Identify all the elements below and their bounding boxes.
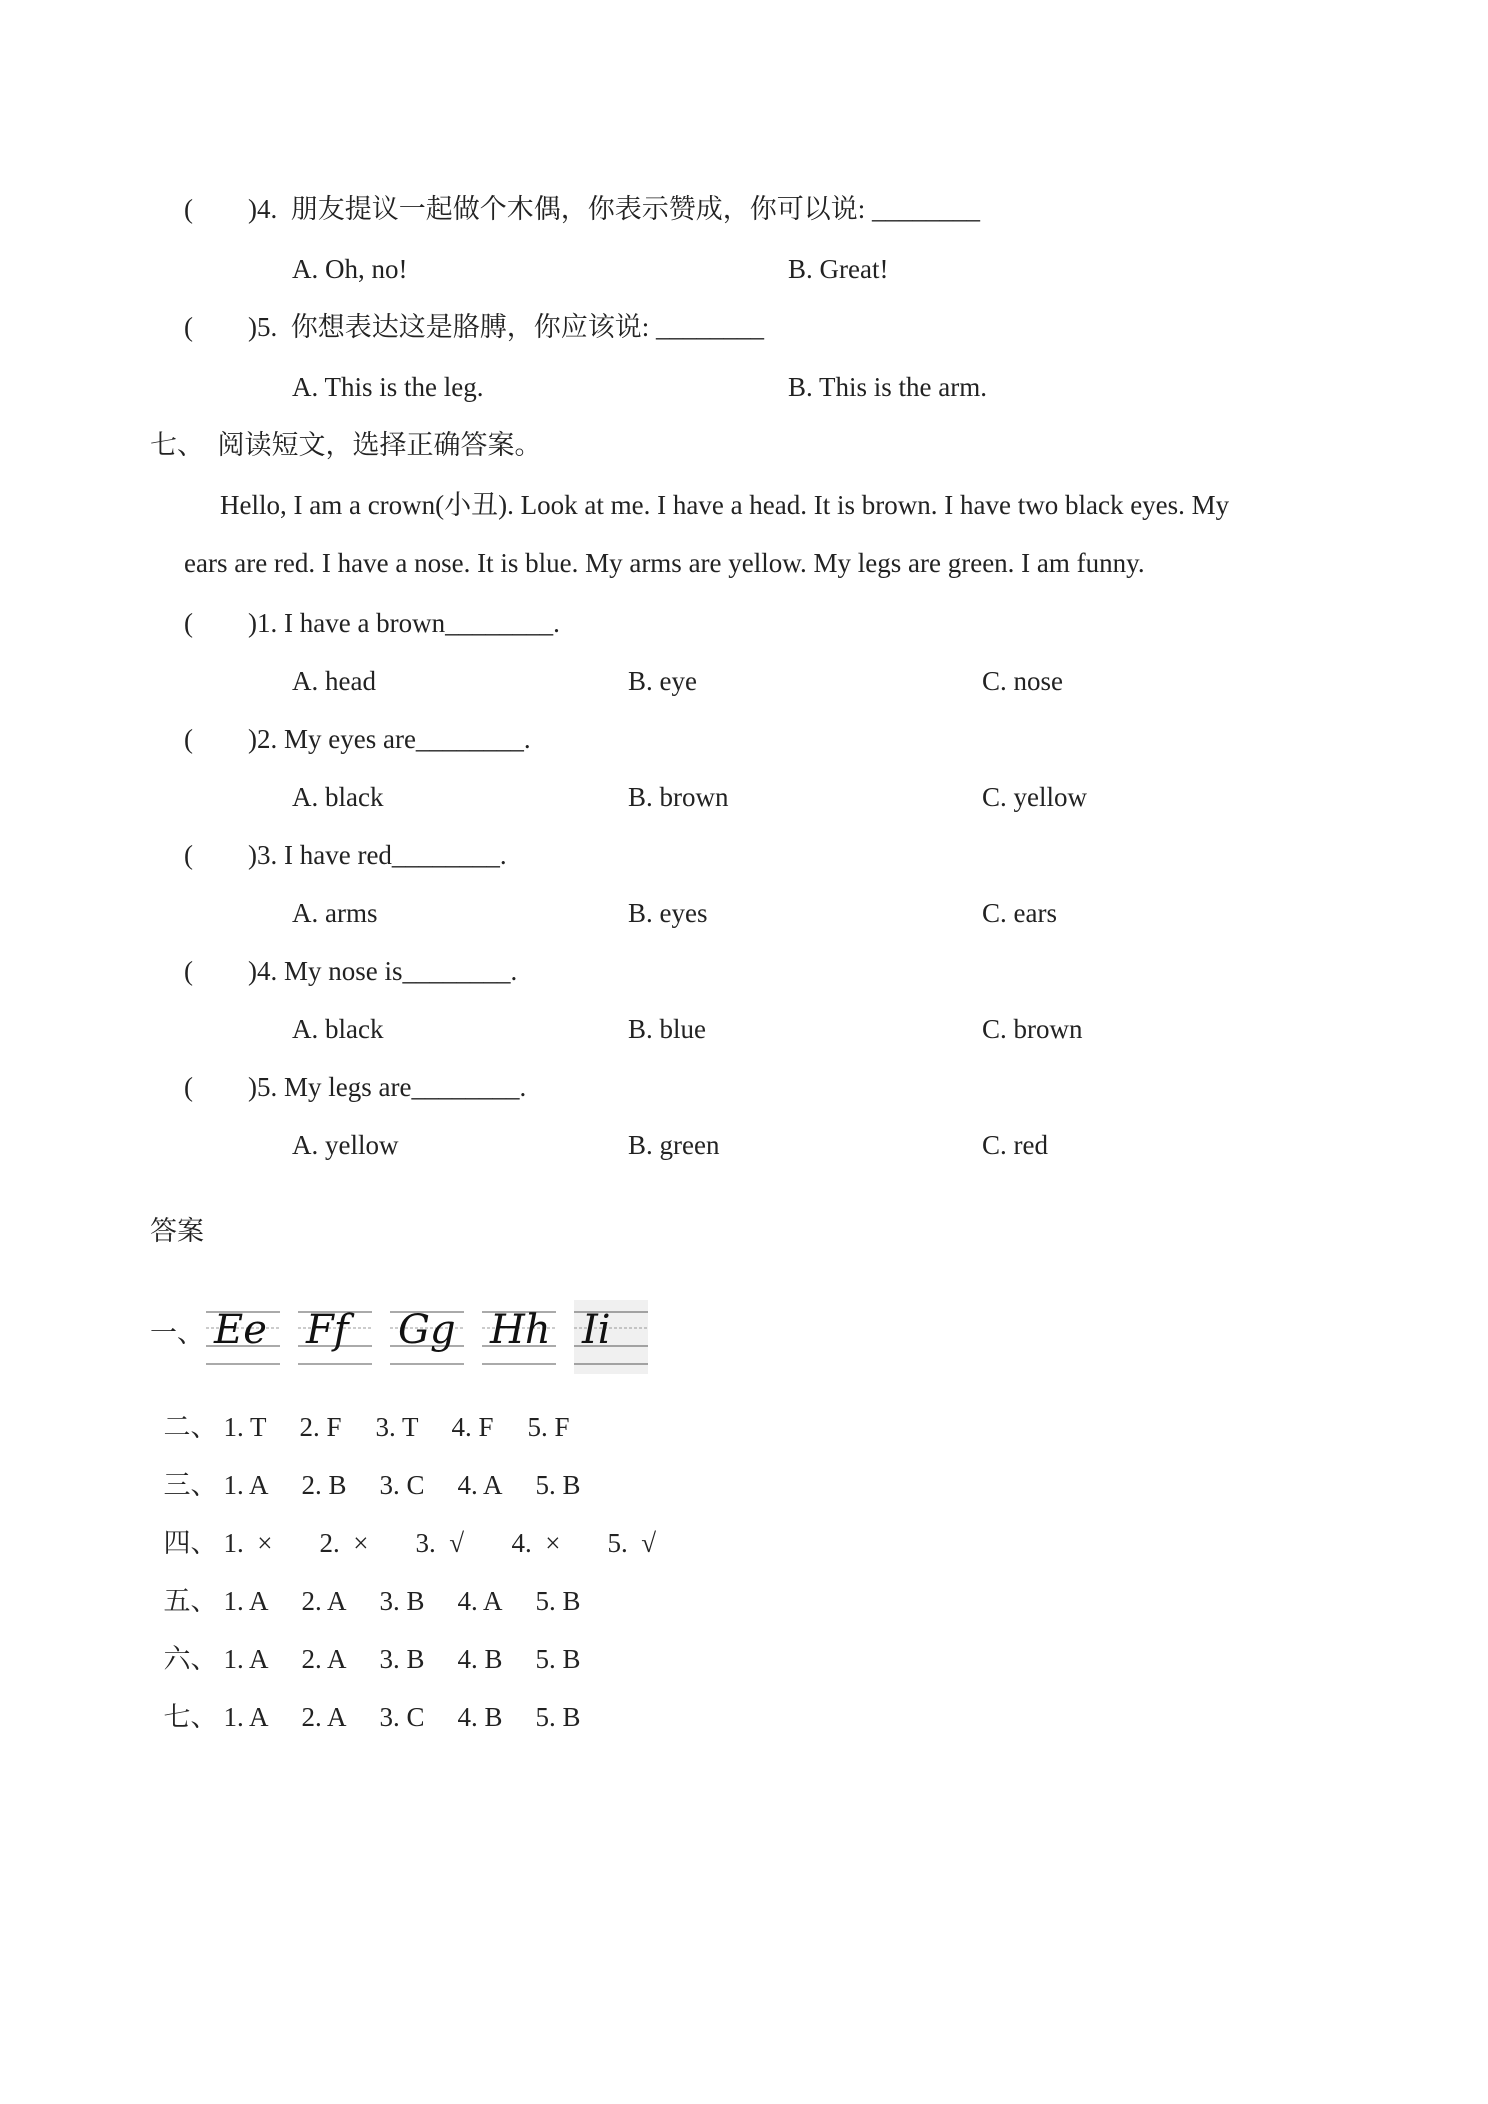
option-b: B. Great! [788,254,889,284]
handwriting-letter: Ff [306,1307,349,1353]
option-a: A. black [292,1014,384,1044]
option-c: C. ears [982,898,1057,928]
answer-item: 3. C [379,1702,425,1732]
option-b: B. eye [628,666,697,696]
answer-row-label: 四、 [163,1528,218,1558]
answer-item: 5. B [535,1586,581,1616]
handwriting-grid [574,1300,648,1374]
answer-item: 2. F [299,1412,342,1442]
question-7-3: )3. I have red________. [248,840,507,870]
answer-item: 2. A [301,1702,347,1732]
answer-row-label: 六、 [163,1644,218,1674]
option-b: B. eyes [628,898,708,928]
answer-item: 1. A [223,1470,269,1500]
option-a: A. Oh, no! [292,254,408,284]
answer-item: 2. B [301,1470,347,1500]
option-c: C. red [982,1130,1048,1160]
answer-item: 2. A [301,1586,347,1616]
option-c: C. nose [982,666,1063,696]
answer-paren: ( [184,956,193,986]
handwriting-grid [482,1300,556,1374]
answer-item: 1. A [223,1586,269,1616]
answer-item: 3. √ [415,1528,465,1558]
option-a: A. yellow [292,1130,399,1160]
answer-item: 3. B [379,1644,425,1674]
question-7-5: )5. My legs are________. [248,1072,527,1102]
option-a: A. black [292,782,384,812]
answer-item: 5. √ [607,1528,657,1558]
answer-item: 5. B [535,1644,581,1674]
reading-passage-line-1: Hello, I am a crown(小丑). Look at me. I have a head. It is brown. I have two black eyes. My [220,490,1230,520]
answer-item: 2. × [319,1528,369,1558]
handwriting-grid [298,1300,372,1374]
answer-row-label: 七、 [163,1702,218,1732]
answer-item: 1. A [223,1702,269,1732]
handwriting-letter: Ii [582,1307,611,1353]
handwriting-grid [390,1300,464,1374]
answer-item: 4. B [457,1702,503,1732]
option-c: C. brown [982,1014,1083,1044]
option-a: A. arms [292,898,378,928]
answer-paren: ( [184,312,193,342]
answer-paren: ( [184,608,193,638]
answer-row-label: 三、 [163,1470,218,1500]
answer-item: 1. T [223,1412,267,1442]
answer-item: 3. C [379,1470,425,1500]
answer-item: 5. F [527,1412,570,1442]
answer-item: 1. A [223,1644,269,1674]
answer-row-7 [150,1666,614,1734]
question-7-1: )1. I have a brown________. [248,608,560,638]
answer-item: 4. A [457,1586,503,1616]
option-a: A. This is the leg. [292,372,484,402]
answer-item: 4. × [511,1528,561,1558]
answer-item: 3. B [379,1586,425,1616]
answer-paren: ( [184,840,193,870]
answer-item: 4. F [451,1412,494,1442]
answer-row-label: 二、 [163,1412,218,1442]
answer-paren: ( [184,724,193,754]
answer-paren: ( [184,1072,193,1102]
question-7-4: )4. My nose is________. [248,956,518,986]
handwriting-grid [206,1300,280,1374]
option-b: B. This is the arm. [788,372,987,402]
handwriting-letter: Gg [398,1307,456,1353]
section-7-heading: 七、 阅读短文，选择正确答案。 [150,430,542,460]
answer-item: 4. B [457,1644,503,1674]
handwriting-letter: Ee [214,1307,267,1353]
question-7-2: )2. My eyes are________. [248,724,531,754]
answer-item: 1. × [223,1528,273,1558]
handwriting-letter: Hh [490,1307,551,1353]
answer-item: 4. A [457,1470,503,1500]
answer-row-1-label: 一、 [150,1318,204,1348]
answer-paren: ( [184,194,193,224]
answer-item: 3. T [375,1412,419,1442]
option-b: B. brown [628,782,729,812]
option-c: C. yellow [982,782,1087,812]
answer-item: 2. A [301,1644,347,1674]
option-b: B. blue [628,1014,706,1044]
answer-item: 5. B [535,1470,581,1500]
answer-item: 5. B [535,1702,581,1732]
option-a: A. head [292,666,376,696]
question-6-4: )4. 朋友提议一起做个木偶，你表示赞成，你可以说: ________ [248,194,980,224]
option-b: B. green [628,1130,720,1160]
reading-passage-line-2: ears are red. I have a nose. It is blue. My arms are yellow. My legs are green. I am funny. [184,548,1145,578]
answer-row-label: 五、 [163,1586,218,1616]
question-6-5: )5. 你想表达这是胳膊，你应该说: ________ [248,312,764,342]
answers-title: 答案 [150,1216,204,1246]
